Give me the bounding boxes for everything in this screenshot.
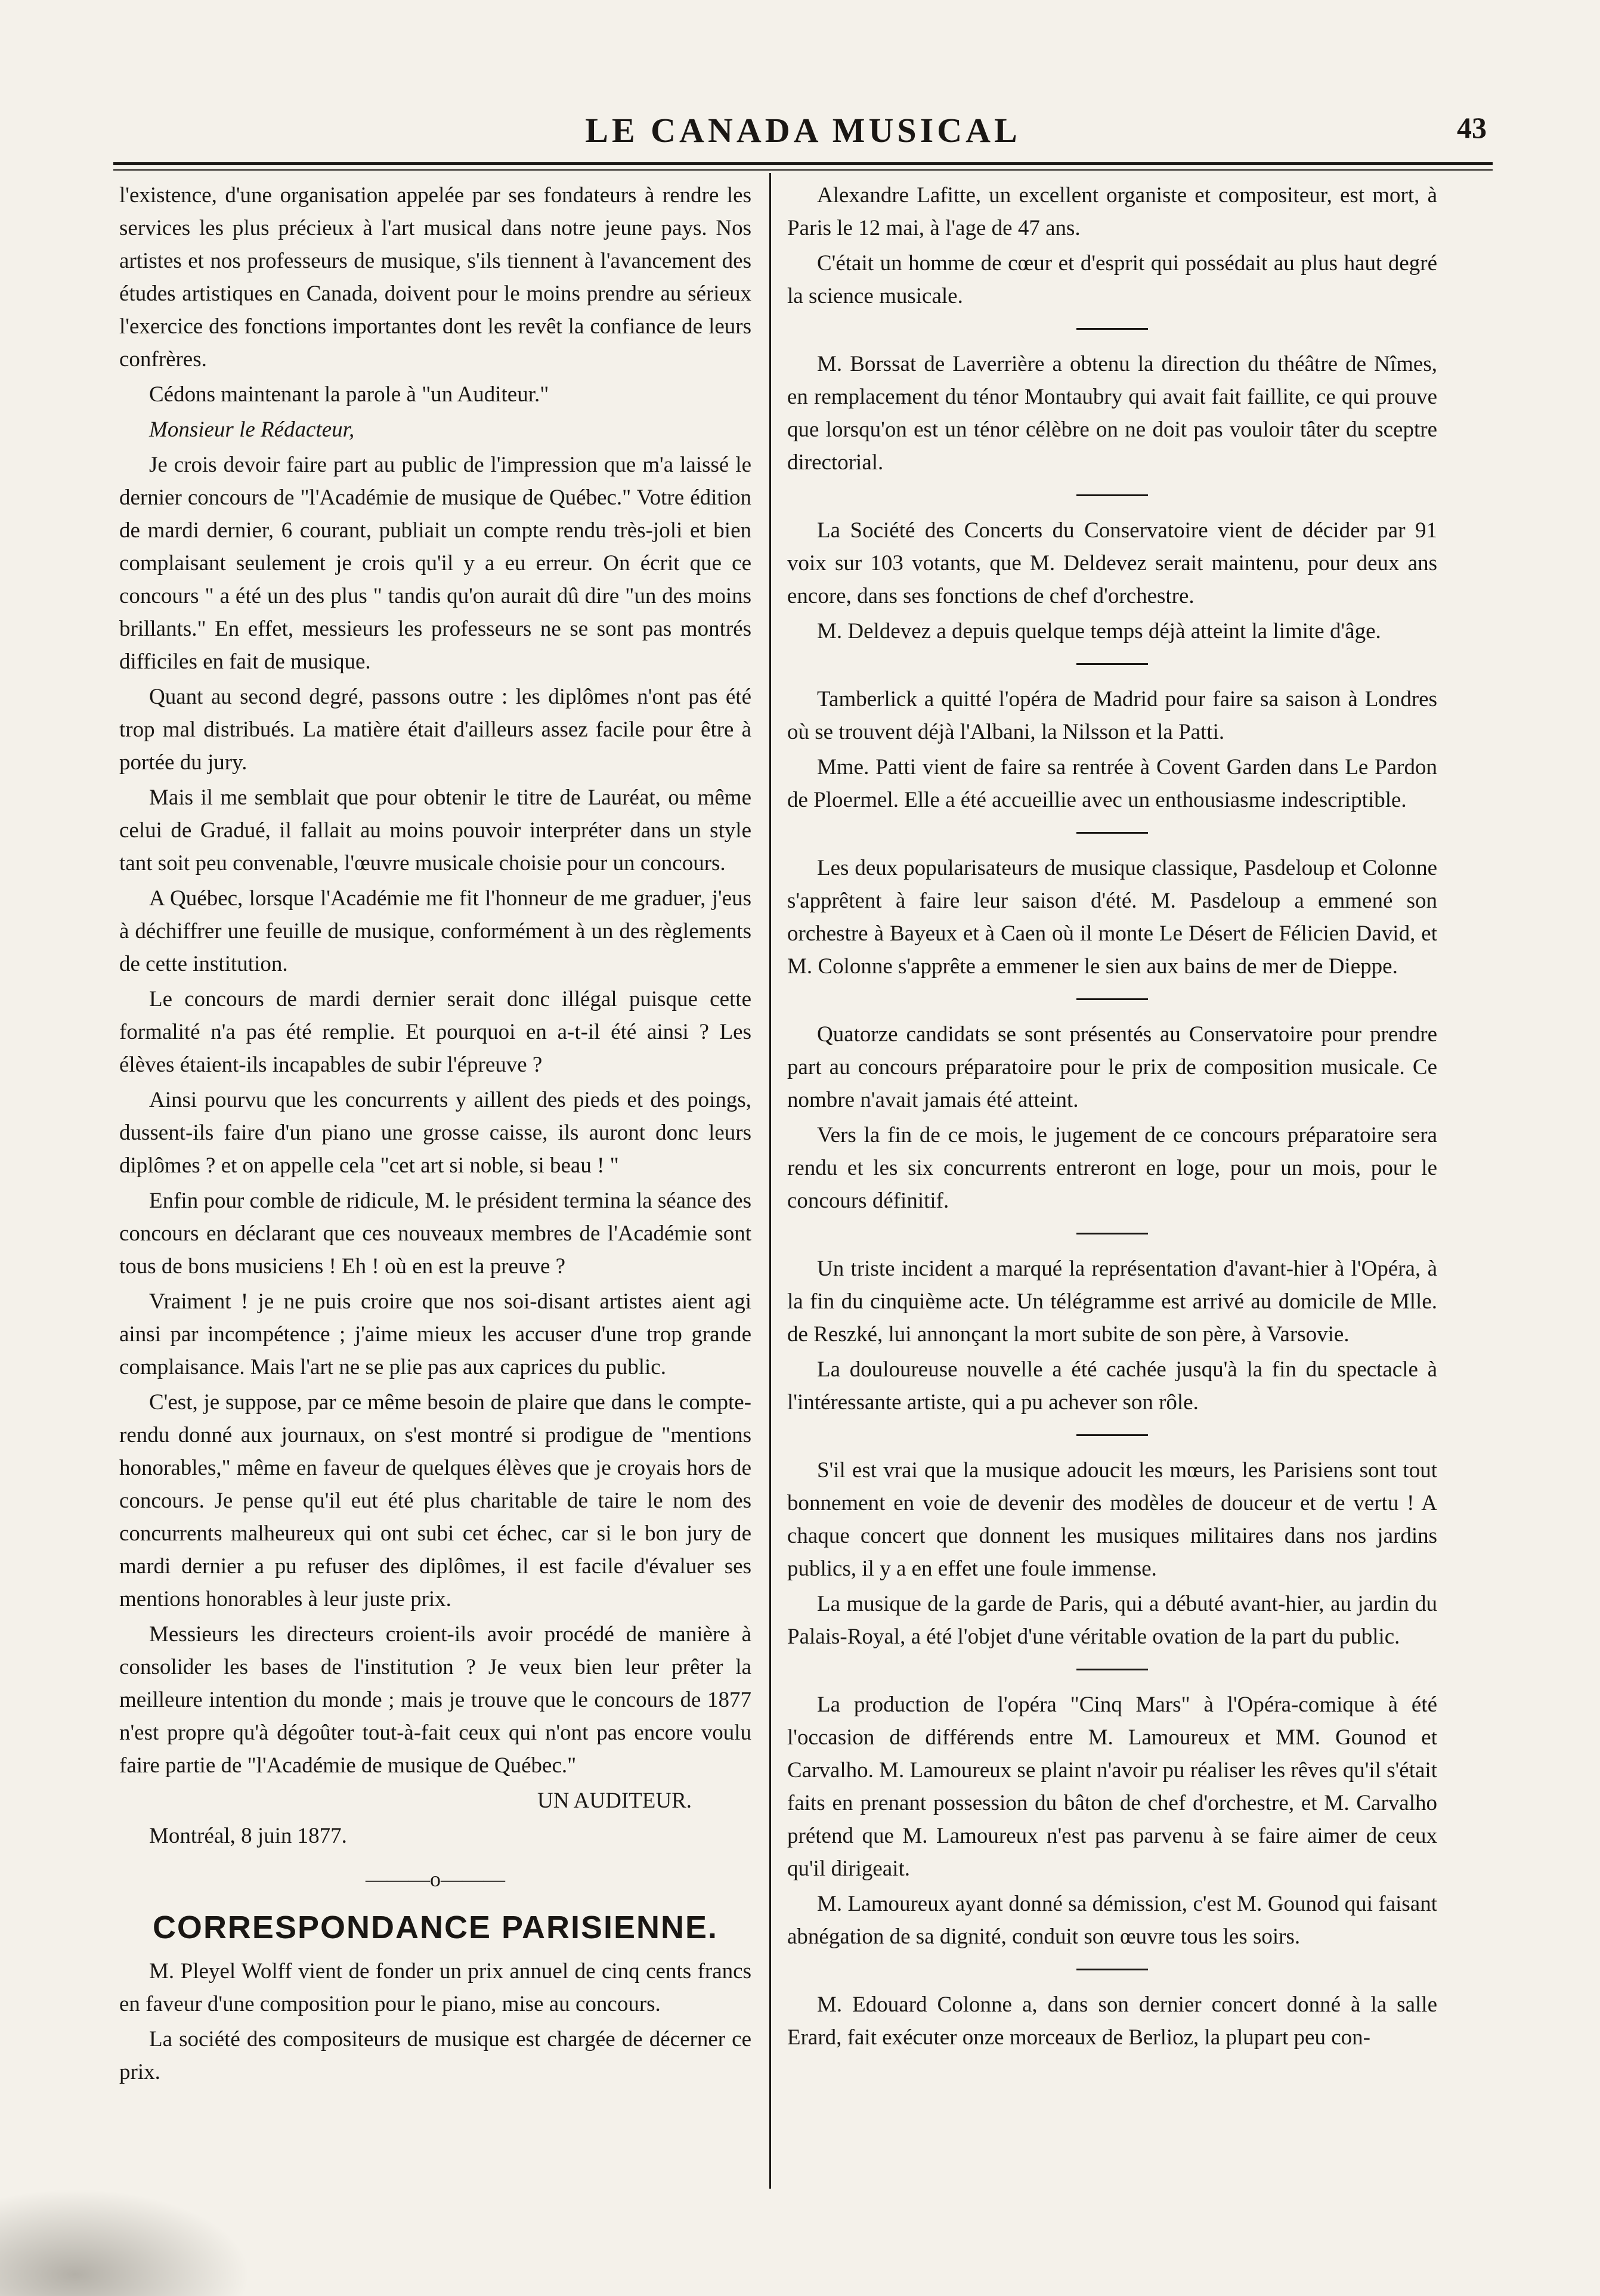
news-item: Les deux popularisateurs de musique classique, Pasdeloup et Colonne s'apprêtent à faire leur saison d'été. M. Pasdeloup a emmené son orchestre à Bayeux et à Caen où il monte Le Désert de Félicien David, et M. Colonne s'apprête a emmener le sien aux bains de mer de Dieppe. (787, 856, 1437, 979)
letter-salutation: Monsieur le Rédacteur, (149, 417, 355, 442)
item-separator (1076, 494, 1148, 496)
item-separator (1076, 1669, 1148, 1670)
article-paragraph: Je crois devoir faire part au public de l'impression que m'a laissé le dernier concours de "l'Académie de musique de Québec." Votre édition de mardi dernier, 6 courant, publiait un compte rendu très-joli et bien complaisant seulement je crois qu'il y a eu erreur. On écrit que ce concours " a été un des plus " tandis qu'on aurait dû dire "un des moins brillants." En effet, messieurs les professeurs ne se sont pas montrés difficiles en fait de musique. (119, 453, 751, 674)
article-paragraph: A Québec, lorsque l'Académie me fit l'honneur de me graduer, j'eus à déchiffrer une feuille de musique, conformément à un des règlements de cette institution. (119, 886, 751, 976)
news-item: M. Deldevez a depuis quelque temps déjà atteint la limite d'âge. (817, 619, 1381, 643)
news-item: La douloureuse nouvelle a été cachée jusqu'à la fin du spectacle à l'intéressante artiste, qui a pu achever son rôle. (787, 1357, 1437, 1415)
article-paragraph: Enfin pour comble de ridicule, M. le président termina la séance des concours en déclarant que ces nouveaux membres de l'Académie sont tous de bons musiciens ! Eh ! où en est la preuve ? (119, 1189, 751, 1279)
section-heading: CORRESPONDANCE PARISIENNE. (152, 1910, 719, 1945)
news-item: S'il est vrai que la musique adoucit les mœurs, les Parisiens sont tout bonnement en voie de devenir des modèles de douceur et de vertu ! A chaque concert que donnent les musiques militaires dans nos jardins publics, il y a en effet une foule immense. (787, 1458, 1437, 1581)
news-item: M. Borssat de Laverrière a obtenu la direction du théâtre de Nîmes, en remplacement du ténor Montaubry qui avait fait faillite, ce qui prouve que lorsqu'on est un ténor célèbre on ne doit pas vouloir tâter du sceptre directorial. (787, 352, 1437, 475)
article-paragraph: M. Pleyel Wolff vient de fonder un prix annuel de cinq cents francs en faveur d'une composition pour le piano, mise au concours. (119, 1959, 751, 2016)
news-item: M. Edouard Colonne a, dans son dernier concert donné à la salle Erard, fait exécuter onze morceaux de Berlioz, la plupart peu con- (787, 1992, 1437, 2050)
journal-title: LE CANADA MUSICAL (585, 111, 1021, 150)
news-item: Mme. Patti vient de faire sa rentrée à Covent Garden dans Le Pardon de Ploermel. Elle a été accueillie avec un enthousiasme indescriptible. (787, 755, 1437, 812)
news-item: Vers la fin de ce mois, le jugement de ce concours préparatoire sera rendu et les six concurrents entreront en loge, pour un mois, pour le concours définitif. (787, 1123, 1437, 1213)
news-item: Quatorze candidats se sont présentés au Conservatoire pour prendre part au concours préparatoire pour le prix de composition musicale. Ce nombre n'avait jamais été atteint. (787, 1022, 1437, 1112)
article-paragraph: Quant au second degré, passons outre : les diplômes n'ont pas été trop mal distribués. La matière était d'ailleurs assez facile pour être à portée du jury. (119, 685, 751, 775)
section-separator: ———o——— (366, 1867, 505, 1891)
separator-mark: o (430, 1867, 441, 1891)
article-paragraph: Cédons maintenant la parole à "un Auditeur." (149, 382, 549, 407)
left-column (119, 179, 751, 2091)
article-paragraph: Vraiment ! je ne puis croire que nos soi-disant artistes aient agi ainsi par incompétence ; j'aime mieux les accuser d'une trop grande complaisance. Mais l'art ne se plie pas aux caprices du public. (119, 1289, 751, 1379)
item-separator (1076, 1434, 1148, 1436)
item-separator (1076, 1969, 1148, 1970)
news-item: La Société des Concerts du Conservatoire vient de décider par 91 voix sur 103 votants, que M. Deldevez serait maintenu, pour deux ans encore, dans ses fonctions de chef d'orchestre. (787, 518, 1437, 608)
article-paragraph: Messieurs les directeurs croient-ils avoir procédé de manière à consolider les bases de l'institution ? Je veux bien leur prêter la meilleure intention du monde ; mais je trouve que le concours de 1877 n'est propre qu'à dégoûter tout-à-fait ceux qui n'ont pas encore voulu faire partie de "l'Académie de musique de Québec." (119, 1622, 751, 1778)
item-separator (1076, 998, 1148, 1000)
article-paragraph: Le concours de mardi dernier serait donc illégal puisque cette formalité n'a pas été remplie. Et pourquoi en a-t-il été ainsi ? Les élèves étaient-ils incapables de subir l'épreuve ? (119, 987, 751, 1077)
paper-stain (0, 2189, 250, 2296)
letter-date: Montréal, 8 juin 1877. (149, 1824, 347, 1848)
header-rule (113, 162, 1493, 165)
header-rule-thin (113, 169, 1493, 171)
item-separator (1076, 1233, 1148, 1234)
right-column (787, 179, 1437, 2056)
article-paragraph: Ainsi pourvu que les concurrents y aillent des pieds et des poings, dussent-ils faire d'un piano une grosse caisse, ils auront donc leurs diplômes ? et on appelle cela "cet art si noble, si beau ! " (119, 1088, 751, 1178)
letter-signature: UN AUDITEUR. (537, 1788, 692, 1813)
item-separator (1076, 663, 1148, 665)
news-item: Tamberlick a quitté l'opéra de Madrid pour faire sa saison à Londres où se trouvent déjà l'Albani, la Nilsson et la Patti. (787, 687, 1437, 744)
article-paragraph: l'existence, d'une organisation appelée par ses fondateurs à rendre les services les plus précieux à l'art musical dans notre jeune pays. Nos artistes et nos professeurs de musique, s'ils tiennent à l'avancement des études artistiques en Canada, doivent pour le moins prendre au sérieux l'exercice des fonctions importantes dont les revêt la confiance de leurs confrères. (119, 183, 751, 372)
page-number: 43 (1457, 111, 1487, 144)
item-separator (1076, 328, 1148, 330)
news-item: La musique de la garde de Paris, qui a débuté avant-hier, au jardin du Palais-Royal, a été l'objet d'une véritable ovation de la part du public. (787, 1592, 1437, 1649)
column-divider (769, 173, 771, 2189)
news-item: Un triste incident a marqué la représentation d'avant-hier à l'Opéra, à la fin du cinquième acte. Un télégramme est arrivé au domicile de Mlle. de Reszké, lui annonçant la mort subite de son père, à Varsovie. (787, 1257, 1437, 1347)
news-item: La production de l'opéra "Cinq Mars" à l'Opéra-comique à été l'occasion de différends entre M. Lamoureux et MM. Gounod et Carvalho. M. Lamoureux se plaint n'avoir pu réaliser les rêves qu'il s'était faits en prenant possession du bâton de chef d'orchestre, et M. Carvalho prétend que M. Lamoureux n'est pas parvenu à se faire aimer de ceux qu'il dirigeait. (787, 1692, 1437, 1881)
page-header (113, 110, 1493, 158)
news-item: M. Lamoureux ayant donné sa démission, c'est M. Gounod qui faisant abnégation de sa dignité, conduit son œuvre tous les soirs. (787, 1892, 1437, 1949)
item-separator (1076, 832, 1148, 834)
article-paragraph: C'est, je suppose, par ce même besoin de plaire que dans le compte-rendu donné aux journaux, on s'est montré si prodigue de "mentions honorables," même en faveur de quelques élèves que je croyais hors de concours. Je pense qu'il eut été plus charitable de taire le nom des concurrents malheureux qui ont subi cet échec, car si le bon jury de mardi dernier a pu refuser des diplômes, il est facile d'évaluer ses mentions honorables à leur juste prix. (119, 1390, 751, 1611)
news-item: C'était un homme de cœur et d'esprit qui possédait au plus haut degré la science musicale. (787, 251, 1437, 308)
article-paragraph: La société des compositeurs de musique est chargée de décerner ce prix. (119, 2027, 751, 2084)
article-paragraph: Mais il me semblait que pour obtenir le titre de Lauréat, ou même celui de Gradué, il fallait au moins pouvoir interpréter dans un style tant soit peu convenable, l'œuvre musicale choisie pour un concours. (119, 785, 751, 875)
news-item: Alexandre Lafitte, un excellent organiste et compositeur, est mort, à Paris le 12 mai, à l'age de 47 ans. (787, 183, 1437, 240)
